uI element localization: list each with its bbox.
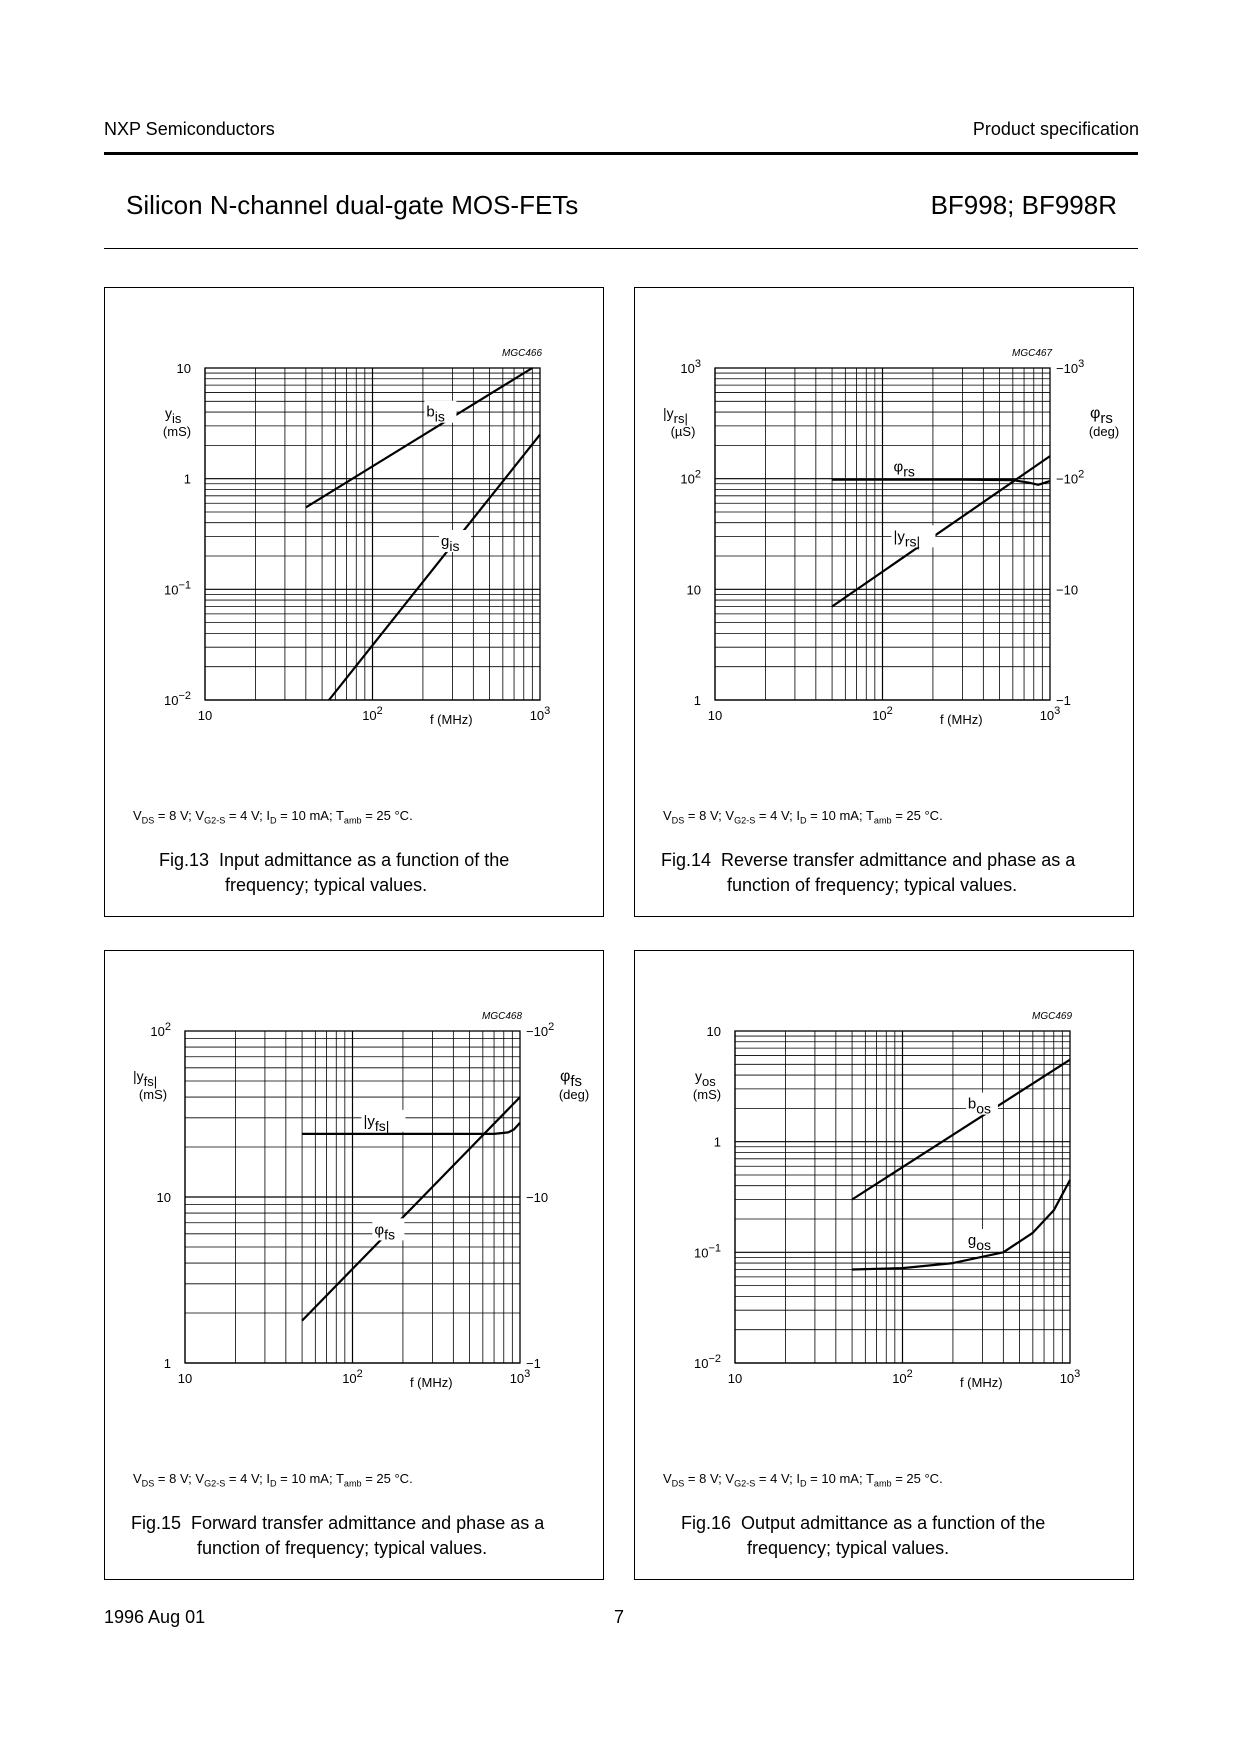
series-label: φfs bbox=[374, 1221, 395, 1243]
conditions-text: $V_{DS} = 8$ V; $V_{G2-S} = 4$ V; $I_D = 10$ mA; $T_{amb} = 25$ °C. bbox=[663, 1471, 943, 1489]
y-tick-label: 1 bbox=[713, 1134, 721, 1150]
caption-line: Output admittance as a function of the bbox=[741, 1513, 1046, 1533]
series-label: bos bbox=[967, 1095, 992, 1117]
chart-mgc467 bbox=[635, 288, 1133, 727]
chart-grid bbox=[185, 1031, 520, 1363]
figure-number: Fig.15 bbox=[131, 1513, 182, 1533]
y-tick-label: $10^{-2}$ bbox=[693, 1353, 721, 1371]
x-axis-label: f (MHz) bbox=[959, 1375, 1003, 1390]
y-tick-label: 10 bbox=[156, 1190, 171, 1205]
x-axis-label: f (MHz) bbox=[409, 1375, 453, 1390]
chart-id: MGC469 bbox=[1031, 1011, 1072, 1022]
figure-caption bbox=[661, 848, 1075, 898]
chart-mgc468 bbox=[105, 951, 603, 1390]
x-tick-label: $10^2$ bbox=[342, 1368, 363, 1386]
series-label: gos bbox=[967, 1232, 992, 1254]
y-axis-unit: (µS) bbox=[670, 424, 696, 439]
caption-line: frequency; typical values. bbox=[225, 875, 428, 895]
y2-tick-label: $-10^3$ bbox=[1056, 358, 1085, 376]
y2-axis-unit: (deg) bbox=[558, 1087, 590, 1102]
caption-line: Forward transfer admittance and phase as a bbox=[191, 1513, 545, 1533]
y2-tick-label: $-10^2$ bbox=[526, 1021, 555, 1039]
y-axis-label: yis bbox=[165, 405, 182, 426]
series-line bbox=[852, 1060, 1070, 1200]
figure-panel-14 bbox=[634, 287, 1134, 917]
y2-axis-label: φfs bbox=[560, 1068, 583, 1090]
y-tick-label: 10 bbox=[176, 361, 191, 376]
x-tick-label: 10 bbox=[177, 1371, 193, 1386]
series-label: |yrs| bbox=[893, 528, 921, 550]
series-label: bis bbox=[426, 403, 445, 425]
y-tick-label: 1 bbox=[183, 471, 191, 487]
y-tick-label: $10^{-1}$ bbox=[163, 579, 191, 598]
header-doc-type: Product specification bbox=[972, 119, 1139, 139]
figure-number: Fig.16 bbox=[681, 1513, 732, 1533]
x-tick-label: 10 bbox=[707, 708, 723, 723]
x-tick-label: $10^3$ bbox=[529, 705, 551, 723]
footer-date: 1996 Aug 01 bbox=[104, 1607, 206, 1627]
y2-axis-unit: (deg) bbox=[1088, 424, 1120, 439]
y2-tick-label: −1 bbox=[1056, 693, 1071, 708]
x-tick-label: $10^3$ bbox=[1059, 1368, 1081, 1386]
figure-panel-16 bbox=[634, 950, 1134, 1580]
series-line bbox=[852, 1180, 1070, 1270]
figure-caption bbox=[681, 1511, 1045, 1561]
x-tick-label: $10^2$ bbox=[892, 1368, 913, 1386]
caption-line: frequency; typical values. bbox=[747, 1538, 950, 1558]
y-tick-label: $10^{-1}$ bbox=[693, 1242, 721, 1261]
series-label: |yfs| bbox=[363, 1112, 390, 1134]
chart-id: MGC466 bbox=[501, 348, 542, 359]
y2-tick-label: −10 bbox=[526, 1190, 549, 1205]
y-tick-label: 10 bbox=[686, 582, 701, 598]
chart-mgc466 bbox=[105, 288, 603, 727]
x-axis-label: f (MHz) bbox=[429, 712, 473, 727]
page-number: 7 bbox=[614, 1607, 625, 1627]
y-tick-label: 1 bbox=[693, 693, 701, 708]
y-axis-label: |yfs| bbox=[133, 1068, 158, 1089]
chart-id: MGC467 bbox=[1011, 348, 1052, 359]
y2-axis-label: φrs bbox=[1090, 405, 1113, 427]
series-line bbox=[302, 1097, 520, 1321]
caption-line: function of frequency; typical values. bbox=[197, 1538, 488, 1558]
figure-panel-13 bbox=[104, 287, 604, 917]
figure-caption bbox=[131, 1511, 544, 1561]
x-tick-label: $10^2$ bbox=[362, 705, 383, 723]
x-axis-label: f (MHz) bbox=[939, 712, 983, 727]
chart-grid bbox=[735, 1031, 1070, 1363]
figure-caption bbox=[159, 848, 509, 898]
y-axis-label: |yrs| bbox=[663, 405, 688, 426]
chart-grid bbox=[205, 368, 540, 700]
header-company: NXP Semiconductors bbox=[104, 119, 275, 139]
y-tick-label: 1 bbox=[163, 1356, 171, 1371]
x-tick-label: 10 bbox=[727, 1371, 743, 1386]
conditions-text: $V_{DS} = 8$ V; $V_{G2-S} = 4$ V; $I_D = 10$ mA; $T_{amb} = 25$ °C. bbox=[663, 808, 943, 826]
caption-line: Reverse transfer admittance and phase as a bbox=[721, 850, 1076, 870]
chart-mgc469 bbox=[635, 951, 1133, 1390]
y2-tick-label: $-10^2$ bbox=[1056, 468, 1085, 487]
y-tick-label: $10^{-2}$ bbox=[163, 690, 191, 708]
figure-panel-15 bbox=[104, 950, 604, 1580]
y-tick-label: $10^3$ bbox=[680, 358, 701, 376]
y-tick-label: $10^2$ bbox=[150, 1021, 171, 1039]
y-axis-label: yos bbox=[695, 1068, 716, 1089]
header-rule bbox=[104, 152, 1138, 155]
y2-tick-label: −1 bbox=[526, 1356, 541, 1371]
chart-grid bbox=[715, 368, 1050, 700]
y2-tick-label: −10 bbox=[1056, 582, 1079, 598]
y-axis-unit: (mS) bbox=[138, 1087, 168, 1102]
x-tick-label: $10^3$ bbox=[509, 1368, 531, 1386]
page-title: Silicon N-channel dual-gate MOS-FETs bbox=[126, 190, 579, 220]
y-tick-label: 10 bbox=[706, 1024, 721, 1039]
figure-number: Fig.14 bbox=[661, 850, 712, 870]
caption-line: function of frequency; typical values. bbox=[727, 875, 1018, 895]
series-line bbox=[302, 1123, 520, 1134]
part-number: BF998; BF998R bbox=[930, 190, 1117, 220]
conditions-text: $V_{DS} = 8$ V; $V_{G2-S} = 4$ V; $I_D = 10$ mA; $T_{amb} = 25$ °C. bbox=[133, 1471, 413, 1489]
title-rule bbox=[104, 248, 1138, 249]
series-label: gis bbox=[441, 533, 460, 555]
y-axis-unit: (mS) bbox=[692, 1087, 722, 1102]
y-tick-label: $10^2$ bbox=[680, 468, 701, 487]
chart-id: MGC468 bbox=[481, 1011, 522, 1022]
series-label: φrs bbox=[893, 458, 915, 480]
x-tick-label: $10^2$ bbox=[872, 705, 893, 723]
x-tick-label: 10 bbox=[197, 708, 213, 723]
figure-number: Fig.13 bbox=[159, 850, 210, 870]
conditions-text: $V_{DS} = 8$ V; $V_{G2-S} = 4$ V; $I_D = 10$ mA; $T_{amb} = 25$ °C. bbox=[133, 808, 413, 826]
x-tick-label: $10^3$ bbox=[1039, 705, 1061, 723]
y-axis-unit: (mS) bbox=[162, 424, 192, 439]
caption-line: Input admittance as a function of the bbox=[219, 850, 510, 870]
